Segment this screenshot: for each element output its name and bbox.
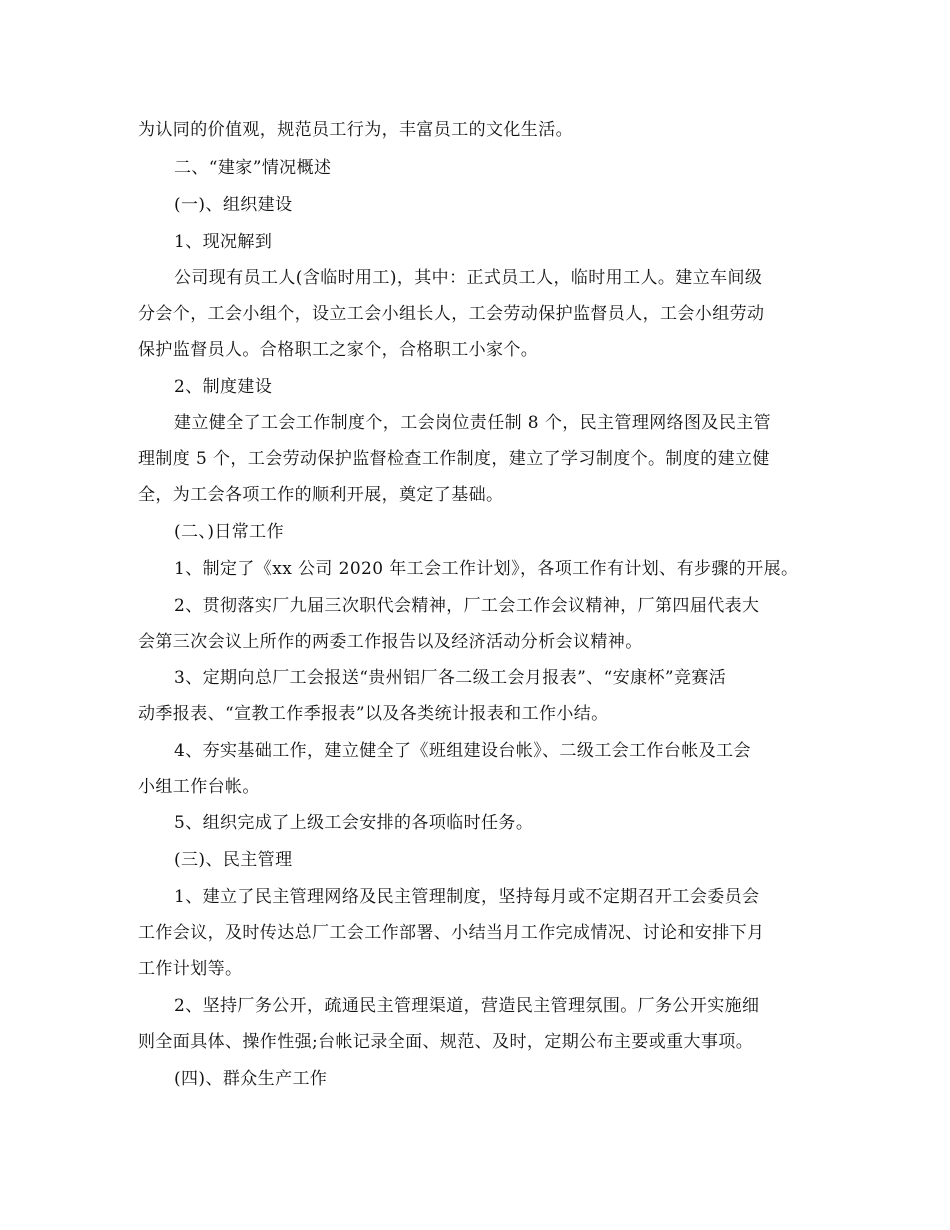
section-heading: 二、“建家”情况概述 [174,158,332,178]
subsection-heading: (一)、组织建设 [174,195,293,215]
subsection-heading: (三)、民主管理 [174,850,293,870]
text-line: 1、制定了《xx 公司 2020 年工会工作计划》，各项工作有计划、有步骤的开展。 [174,559,799,579]
text-line: 3、定期向总厂工会报送“贵州铝厂各二级工会月报表”、“安康杯”竞赛活 [174,668,727,688]
text-line: 保护监督员人。合格职工之家个，合格职工小家个。 [138,340,539,360]
item-heading: 2、制度建设 [174,377,273,397]
text-line: 动季报表、“宣教工作季报表”以及各类统计报表和工作小结。 [138,704,609,724]
text-line: 工作计划等。 [138,959,243,979]
text-line: 5、组织完成了上级工会安排的各项临时任务。 [174,813,534,833]
subsection-heading: (二、)日常工作 [174,522,284,542]
subsection-heading: (四)、群众生产工作 [174,1069,328,1089]
text-line: 工作会议，及时传达总厂工会工作部署、小结当月工作完成情况、讨论和安排下月 [138,923,765,943]
text-line: 建立健全了工会工作制度个，工会岗位责任制 8 个，民主管理网络图及民主管 [174,413,772,433]
item-heading: 1、现况解到 [174,232,273,252]
text-line: 理制度 5 个，工会劳动保护监督检查工作制度，建立了学习制度个。制度的建立健 [138,449,770,469]
text-line: 分会个，工会小组个，设立工会小组长人，工会劳动保护监督员人，工会小组劳动 [138,304,765,324]
text-line: 2、贯彻落实厂九届三次职代会精神，厂工会工作会议精神，厂第四届代表大 [174,596,760,616]
text-line: 1、建立了民主管理网络及民主管理制度，坚持每月或不定期召开工会委员会 [174,887,760,907]
text-line: 为认同的价值观，规范员工行为，丰富员工的文化生活。 [138,120,573,140]
text-line: 2、坚持厂务公开，疏通民主管理渠道，营造民主管理氛围。厂务公开实施细 [174,996,760,1016]
text-line: 则全面具体、操作性强;台帐记录全面、规范、及时，定期公布主要或重大事项。 [138,1032,754,1052]
text-line: 会第三次会议上所作的两委工作报告以及经济活动分析会议精神。 [138,632,643,652]
text-line: 全，为工会各项工作的顺利开展，奠定了基础。 [138,485,504,505]
text-line: 公司现有员工人(含临时用工)，其中：正式员工人，临时用工人。建立车间级 [174,268,763,288]
text-line: 4、夯实基础工作，建立健全了《班组建设台帐》、二级工会工作台帐及工会 [174,741,751,761]
text-line: 小组工作台帐。 [138,777,260,797]
